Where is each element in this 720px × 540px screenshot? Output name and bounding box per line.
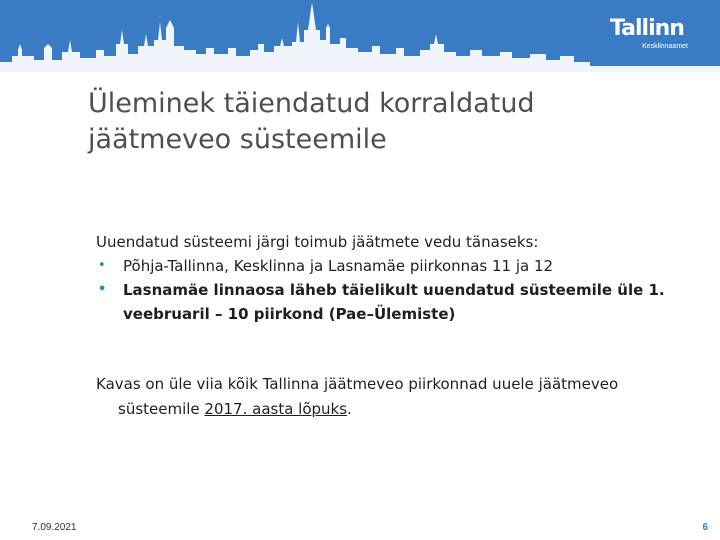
plan-text-prefix: süsteemile	[118, 400, 205, 418]
logo-subtitle: Kesklinnaamet	[642, 43, 688, 50]
bullet-item	[96, 254, 696, 278]
bullet-text: Põhja-Tallinna, Kesklinna ja Lasnamäe piirkonnas 11 ja 12	[123, 257, 554, 275]
slide-body	[96, 230, 696, 326]
bullet-icon: •	[98, 258, 106, 273]
footer-date: 7.09.2021	[32, 522, 77, 533]
tallinn-logo	[610, 16, 700, 54]
logo-wordmark: Tallinn	[610, 16, 684, 41]
plan-text-suffix: .	[347, 400, 352, 418]
bullet-item	[96, 278, 696, 326]
bullet-text: Lasnamäe linnaosa läheb täielikult uuendatud süsteemile üle 1.	[123, 281, 665, 299]
plan-paragraph-line-1: Kavas on üle viia kõik Tallinna jäätmeveo piirkonnad uuele jäätmeveo	[96, 375, 619, 393]
plan-paragraph-line-2	[96, 397, 696, 422]
slide-title-line-2: jäätmeveo süsteemile	[88, 124, 387, 155]
bullet-icon: •	[98, 282, 107, 297]
page-number: 6	[702, 522, 708, 533]
intro-text: Uuendatud süsteemi järgi toimub jäätmete vedu tänaseks:	[96, 233, 539, 251]
plan-paragraph	[96, 372, 696, 422]
bullet-text-continued: veebruaril – 10 piirkond (Pae–Ülemiste)	[123, 305, 456, 323]
deadline-underlined: 2017. aasta lõpuks	[204, 400, 348, 418]
header-banner	[0, 0, 720, 72]
slide-title-line-1: Üleminek täiendatud korraldatud	[88, 88, 535, 119]
slide-title	[88, 86, 668, 158]
